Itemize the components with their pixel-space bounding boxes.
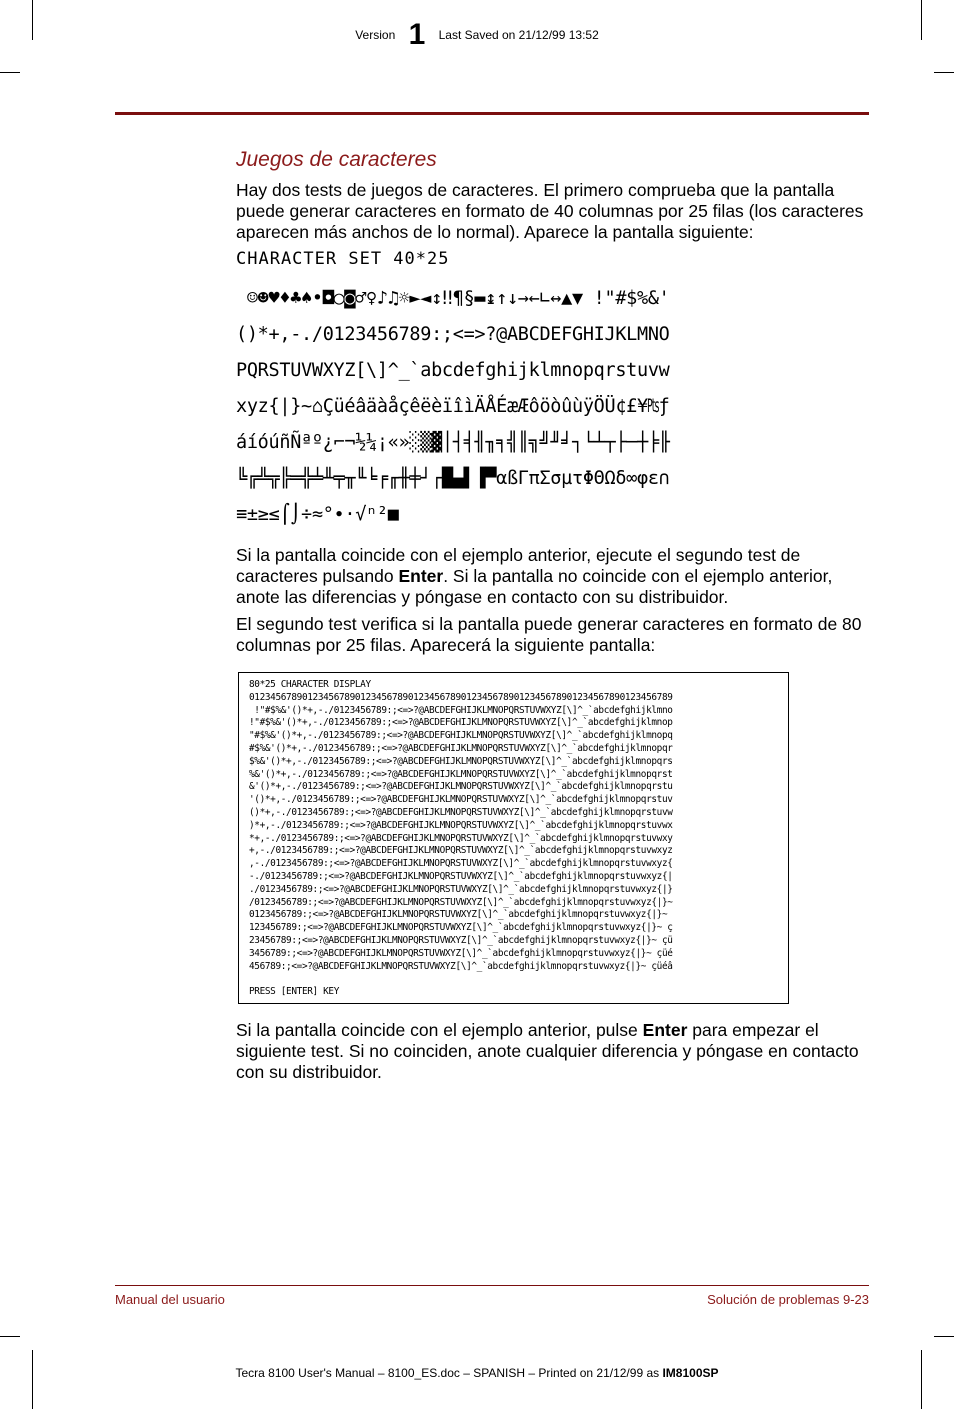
screen-40-line: ☺☻♥♦♣♠•◘○◙♂♀♪♫☼►◄↕‼¶§▬↨↑↓→←∟↔▲▼ !"#$%&': [236, 288, 670, 309]
print-info: [0, 1366, 954, 1380]
crop-mark: [0, 1336, 20, 1337]
crop-mark: [934, 72, 954, 73]
screen-80-line: 23456789:;<=>?@ABCDEFGHIJKLMNOPQRSTUVWXYZ[\]^_`abcdefghijklmnopqrstuvwxyz{|}~ çü: [249, 934, 673, 946]
footer-rule: [115, 1285, 869, 1286]
screen-80-line: +,-./0123456789:;<=>?@ABCDEFGHIJKLMNOPQRSTUVWXYZ[\]^_`abcdefghijklmnopqrstuvwxyz: [249, 845, 673, 857]
screen-80-line: '()*+,-./0123456789:;<=>?@ABCDEFGHIJKLMNOPQRSTUVWXYZ[\]^_`abcdefghijklmnopqrstuv: [249, 794, 673, 806]
screen-40-line: áíóúñÑªº¿⌐¬½¼¡«»░▒▓│┤╡╢╖╕╣║╗╝╜╛┐└┴┬├─┼╞╟: [236, 432, 670, 453]
version-number: 1: [408, 18, 426, 51]
section-title: Juegos de caracteres: [236, 148, 437, 171]
screen-80-line: !"#$%&'()*+,-./0123456789:;<=>?@ABCDEFGHIJKLMNOPQRSTUVWXYZ[\]^_`abcdefghijklmno: [249, 704, 673, 716]
footer-right: Solución de problemas 9-23: [707, 1292, 869, 1307]
last-saved: Last Saved on 21/12/99 13:52: [438, 28, 599, 42]
screen-80-line: !"#$%&'()*+,-./0123456789:;<=>?@ABCDEFGHIJKLMNOPQRSTUVWXYZ[\]^_`abcdefghijklmnop: [249, 717, 673, 729]
text-run: para empezar el siguiente test. Si no coinciden, anote cualquier diferencia y póngase en contacto con su distribuidor.: [236, 1019, 859, 1082]
screen-80-line: &'()*+,-./0123456789:;<=>?@ABCDEFGHIJKLMNOPQRSTUVWXYZ[\]^_`abcdefghijklmnopqrstu: [249, 781, 673, 793]
screen-80-line: 3456789:;<=>?@ABCDEFGHIJKLMNOPQRSTUVWXYZ[\]^_`abcdefghijklmnopqrstuvwxyz{|}~ çüé: [249, 947, 673, 959]
screen-40-line: PQRSTUVWXYZ[\]^_`abcdefghijklmnopqrstuvw: [236, 360, 670, 381]
header-rule: [115, 112, 869, 115]
paragraph-enter-test1: [236, 545, 876, 608]
screen-40-line: ╚╔╩╦╠═╬╧╨╤╥╙╘╒╓╫╪┘┌█▄▌▐▀αßΓπΣσµτΦΘΩδ∞φε∩: [236, 468, 670, 489]
screen-80-lines: [249, 692, 778, 986]
key-name: Enter: [642, 1019, 688, 1040]
key-name: Enter: [398, 566, 444, 586]
screen-80-prompt: PRESS [ENTER] KEY: [249, 986, 340, 998]
footer-left: Manual del usuario: [115, 1292, 225, 1307]
screen-80-line: 456789:;<=>?@ABCDEFGHIJKLMNOPQRSTUVWXYZ[\]^_`abcdefghijklmnopqrstuvwxyz{|}~ çüéâ: [249, 960, 673, 972]
screen-80-line: /0123456789:;<=>?@ABCDEFGHIJKLMNOPQRSTUVWXYZ[\]^_`abcdefghijklmnopqrstuvwxyz{|}~: [249, 896, 673, 908]
screen-80-line: 123456789:;<=>?@ABCDEFGHIJKLMNOPQRSTUVWXYZ[\]^_`abcdefghijklmnopqrstuvwxyz{|}~ ç: [249, 922, 673, 934]
paragraph-test2: El segundo test verifica si la pantalla puede generar caracteres en formato de 80 columnas por 25 filas. Aparecerá la siguiente pantalla:: [236, 614, 862, 655]
print-text: Tecra 8100 User's Manual – 8100_ES.doc – SPANISH – Printed on 21/12/99 as: [235, 1366, 663, 1380]
version-header: [0, 18, 954, 52]
screen-80-line: ./0123456789:;<=>?@ABCDEFGHIJKLMNOPQRSTUVWXYZ[\]^_`abcdefghijklmnopqrstuvwxyz{|}: [249, 883, 673, 895]
screen-80-sample: [238, 672, 789, 1004]
paragraph-enter-test2: [236, 1020, 876, 1083]
version-label: Version: [355, 28, 396, 42]
screen-80-title: 80*25 CHARACTER DISPLAY: [249, 679, 371, 690]
screen-80-line: $%&'()*+,-./0123456789:;<=>?@ABCDEFGHIJKLMNOPQRSTUVWXYZ[\]^_`abcdefghijklmnopqrs: [249, 755, 673, 767]
print-code: IM8100SP: [662, 1366, 719, 1380]
crop-mark: [0, 72, 20, 73]
screen-80-line: [249, 973, 778, 986]
screen-80-line: 01234567890123456789012345678901234567890123456789012345678901234567890123456789: [249, 691, 673, 703]
screen-80-line: ,-./0123456789:;<=>?@ABCDEFGHIJKLMNOPQRSTUVWXYZ[\]^_`abcdefghijklmnopqrstuvwxyz{: [249, 858, 673, 870]
text-run: Si la pantalla coincide con el ejemplo anterior, pulse: [236, 1019, 643, 1040]
screen-40-line: ()*+,-./0123456789:;<=>?@ABCDEFGHIJKLMNO: [236, 324, 670, 345]
screen-80-line: *+,-./0123456789:;<=>?@ABCDEFGHIJKLMNOPQRSTUVWXYZ[\]^_`abcdefghijklmnopqrstuvwxy: [249, 832, 673, 844]
screen-40-line: xyz{|}~⌂ÇüéâäàåçêëèïîìÄÅÉæÆôöòûùÿÖÜ¢£¥₧ƒ: [236, 396, 670, 417]
intro-paragraph: Hay dos tests de juegos de caracteres. El primero comprueba que la pantalla puede generar caracteres en formato de 40 columnas por 25 filas (los caracteres aparecen más anchos de lo normal). Aparece la pantalla siguiente:: [236, 180, 864, 242]
screen-80-line: )*+,-./0123456789:;<=>?@ABCDEFGHIJKLMNOPQRSTUVWXYZ[\]^_`abcdefghijklmnopqrstuvwx: [249, 819, 673, 831]
page-content: [236, 148, 876, 1089]
screen-80-line: ()*+,-./0123456789:;<=>?@ABCDEFGHIJKLMNOPQRSTUVWXYZ[\]^_`abcdefghijklmnopqrstuvw: [249, 806, 673, 818]
screen-80-line: 0123456789:;<=>?@ABCDEFGHIJKLMNOPQRSTUVWXYZ[\]^_`abcdefghijklmnopqrstuvwxyz{|}~: [249, 909, 668, 921]
screen-80-line: #$%&'()*+,-./0123456789:;<=>?@ABCDEFGHIJKLMNOPQRSTUVWXYZ[\]^_`abcdefghijklmnopqr: [249, 742, 673, 754]
screen-80-line: %&'()*+,-./0123456789:;<=>?@ABCDEFGHIJKLMNOPQRSTUVWXYZ[\]^_`abcdefghijklmnopqrst: [249, 768, 673, 780]
crop-mark: [934, 1336, 954, 1337]
screen-40-sample: [236, 249, 876, 533]
screen-40-title: CHARACTER SET 40*25: [236, 249, 450, 269]
screen-80-line: -./0123456789:;<=>?@ABCDEFGHIJKLMNOPQRSTUVWXYZ[\]^_`abcdefghijklmnopqrstuvwxyz{|: [249, 870, 673, 882]
text-run: Si la pantalla coincide con el ejemplo anterior, ejecute el segundo test de caracteres pulsando: [236, 545, 801, 586]
text-run: . Si la pantalla no coincide con el ejemplo anterior, anote las diferencias y póngase en contacto con su distribuidor.: [236, 566, 833, 607]
screen-80-line: "#$%&'()*+,-./0123456789:;<=>?@ABCDEFGHIJKLMNOPQRSTUVWXYZ[\]^_`abcdefghijklmnopq: [249, 730, 673, 742]
screen-40-line: ≡±≥≤⌠⌡÷≈°∙·√ⁿ²■: [236, 504, 399, 525]
